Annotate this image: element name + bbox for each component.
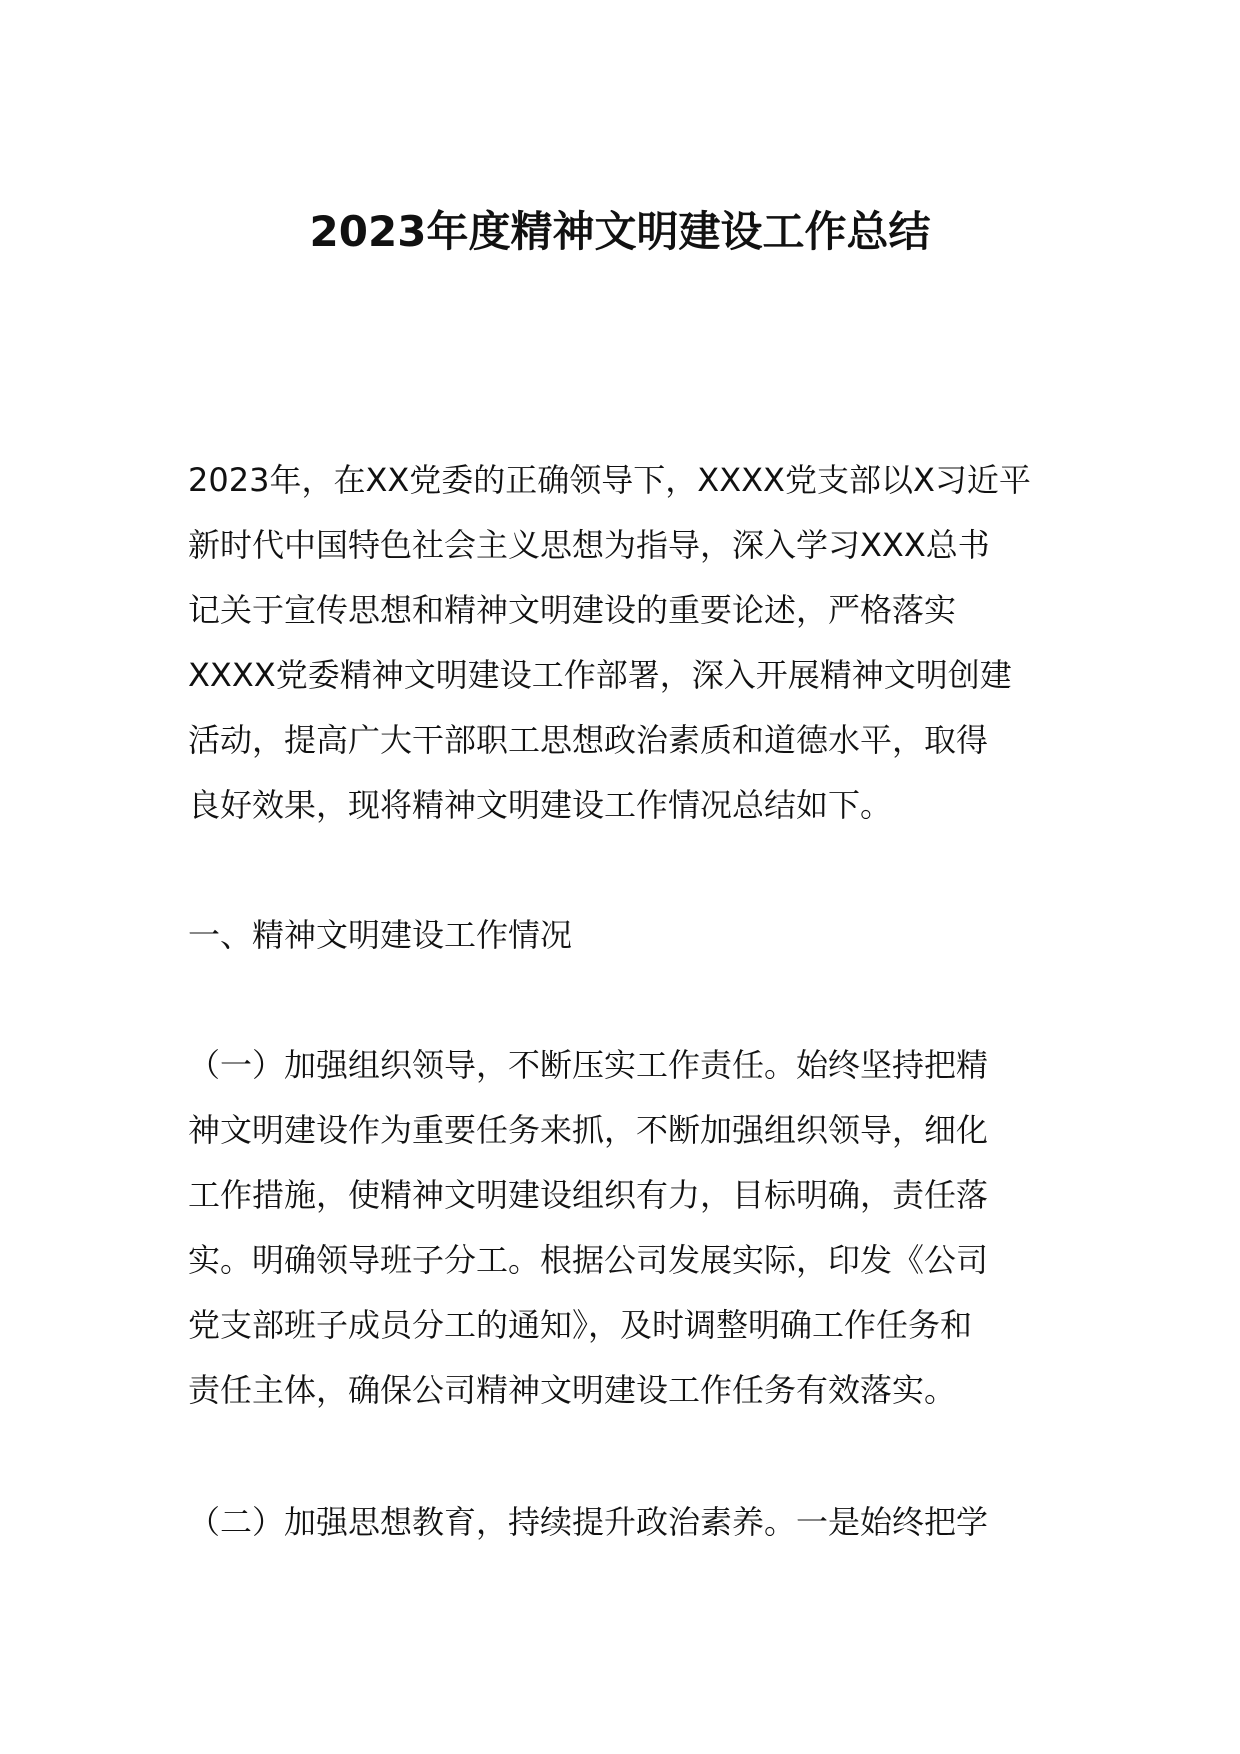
paragraph-line: 良好效果，现将精神文明建设工作情况总结如下。 (188, 786, 893, 824)
section-heading: 一、精神文明建设工作情况 (188, 916, 573, 954)
paragraph-line: 记关于宣传思想和精神文明建设的重要论述，严格落实 (188, 591, 957, 629)
paragraph-line: 党支部班子成员分工的通知》，及时调整明确工作任务和 (188, 1306, 973, 1344)
paragraph-line: （二）加强思想教育，持续提升政治素养。一是始终把学 (188, 1503, 989, 1541)
paragraph-line: XXXX党委精神文明建设工作部署，深入开展精神文明创建 (188, 656, 1012, 694)
paragraph-line: 实。明确领导班子分工。根据公司发展实际，印发《公司 (188, 1241, 989, 1279)
document-title: 2023年度精神文明建设工作总结 (309, 207, 931, 256)
paragraph-line: （一）加强组织领导，不断压实工作责任。始终坚持把精 (188, 1046, 989, 1084)
paragraph-line: 神文明建设作为重要任务来抓，不断加强组织领导，细化 (188, 1111, 989, 1149)
paragraph-line: 活动，提高广大干部职工思想政治素质和道德水平，取得 (188, 721, 989, 759)
paragraph-line: 工作措施，使精神文明建设组织有力，目标明确，责任落 (188, 1176, 989, 1214)
paragraph-line: 责任主体，确保公司精神文明建设工作任务有效落实。 (188, 1371, 957, 1409)
paragraph-line: 新时代中国特色社会主义思想为指导，深入学习XXX总书 (188, 526, 990, 564)
paragraph-line: 2023年，在XX党委的正确领导下，XXXX党支部以X习近平 (188, 461, 1031, 499)
